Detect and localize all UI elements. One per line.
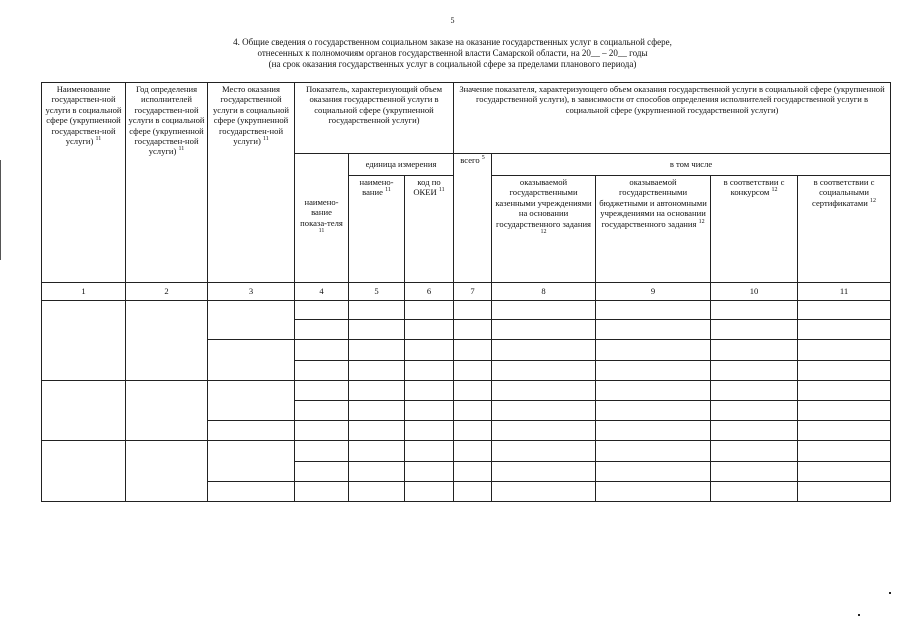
scan-speck [858, 614, 860, 616]
empty-cell [42, 441, 126, 502]
empty-cell [208, 441, 295, 481]
empty-cell [208, 481, 295, 501]
column-number: 6 [405, 282, 454, 300]
column-number: 8 [492, 282, 596, 300]
column-number: 9 [596, 282, 711, 300]
column-number: 10 [711, 282, 798, 300]
empty-cell [208, 340, 295, 380]
column-number: 1 [42, 282, 126, 300]
header-total: всего $^5$ [454, 153, 492, 282]
empty-cell [126, 301, 208, 381]
empty-cell [42, 301, 126, 381]
header-unit-name: наимено-вание $^{11}$ [349, 175, 405, 282]
header-value-group: Значение показателя, характеризующего объем оказания государственной услуги в социальной сфере (укрупненной государственной услуги), в зависимости от способов определения исполнителей государственной услуги в социальной сфере (укрупненной государственной услуги) [454, 83, 891, 154]
table-row [42, 380, 891, 400]
heading-line-3: (на срок оказания государственных услуг в социальной сфере за пределами планового периода) [268, 59, 637, 69]
header-place: Место оказания государственной услуги в социальной сфере (укрупненной государствен-ной услуги) $^{11}$ [208, 83, 295, 283]
table-row [42, 441, 891, 461]
empty-cell [42, 380, 126, 441]
header-service-name: Наименование государствен-ной услуги в социальной сфере (укрупненной государствен-ной услуги) $^{11}$ [42, 83, 126, 283]
scan-speck [889, 592, 891, 594]
header-unit-group: единица измерения [349, 153, 454, 175]
column-number: 4 [295, 282, 349, 300]
section-heading [0, 37, 905, 70]
social-order-table [41, 82, 891, 502]
header-including: в том числе [492, 153, 891, 175]
empty-cell [208, 380, 295, 420]
header-state-owned: оказываемой государственными казенными учреждениями на основании государственного задания $^{12}$ [492, 175, 596, 282]
scan-edge-mark [0, 160, 1, 260]
empty-cell [126, 441, 208, 502]
heading-line-2: отнесенных к полномочиям органов государственной власти Самарской области, на 20__ – 20__ годы [257, 48, 648, 58]
empty-cell [208, 421, 295, 441]
header-budget-autonomous: оказываемой государственными бюджетными и автономными учреждениями на основании государственного задания $^{12}$ [596, 175, 711, 282]
empty-cell [208, 301, 295, 340]
empty-cell [126, 380, 208, 441]
column-number: 2 [126, 282, 208, 300]
header-year: Год определения исполнителей государствен-ной услуги в социальной сфере (укрупненной государствен-ной услуги) $^{11}$ [126, 83, 208, 283]
column-number: 11 [798, 282, 891, 300]
header-okei-code: код по ОКЕИ $^{11}$ [405, 175, 454, 282]
column-number: 5 [349, 282, 405, 300]
header-indicator-name: наимено-вание показа-теля $^{11}$ [295, 153, 349, 282]
column-number: 3 [208, 282, 295, 300]
header-competition: в соответствии с конкурсом $^{12}$ [711, 175, 798, 282]
page-number: 5 [450, 16, 455, 25]
table-row [42, 301, 891, 320]
column-number: 7 [454, 282, 492, 300]
heading-line-1: 4. Общие сведения о государственном социальном заказе на оказание государственных услуг в социальной сфере, [233, 37, 672, 47]
header-indicator-group: Показатель, характеризующий объем оказания государственной услуги в социальной сфере (укрупненной государственной услуги) [295, 83, 454, 154]
header-certificates: в соответствии с социальными сертификатами $^{12}$ [798, 175, 891, 282]
